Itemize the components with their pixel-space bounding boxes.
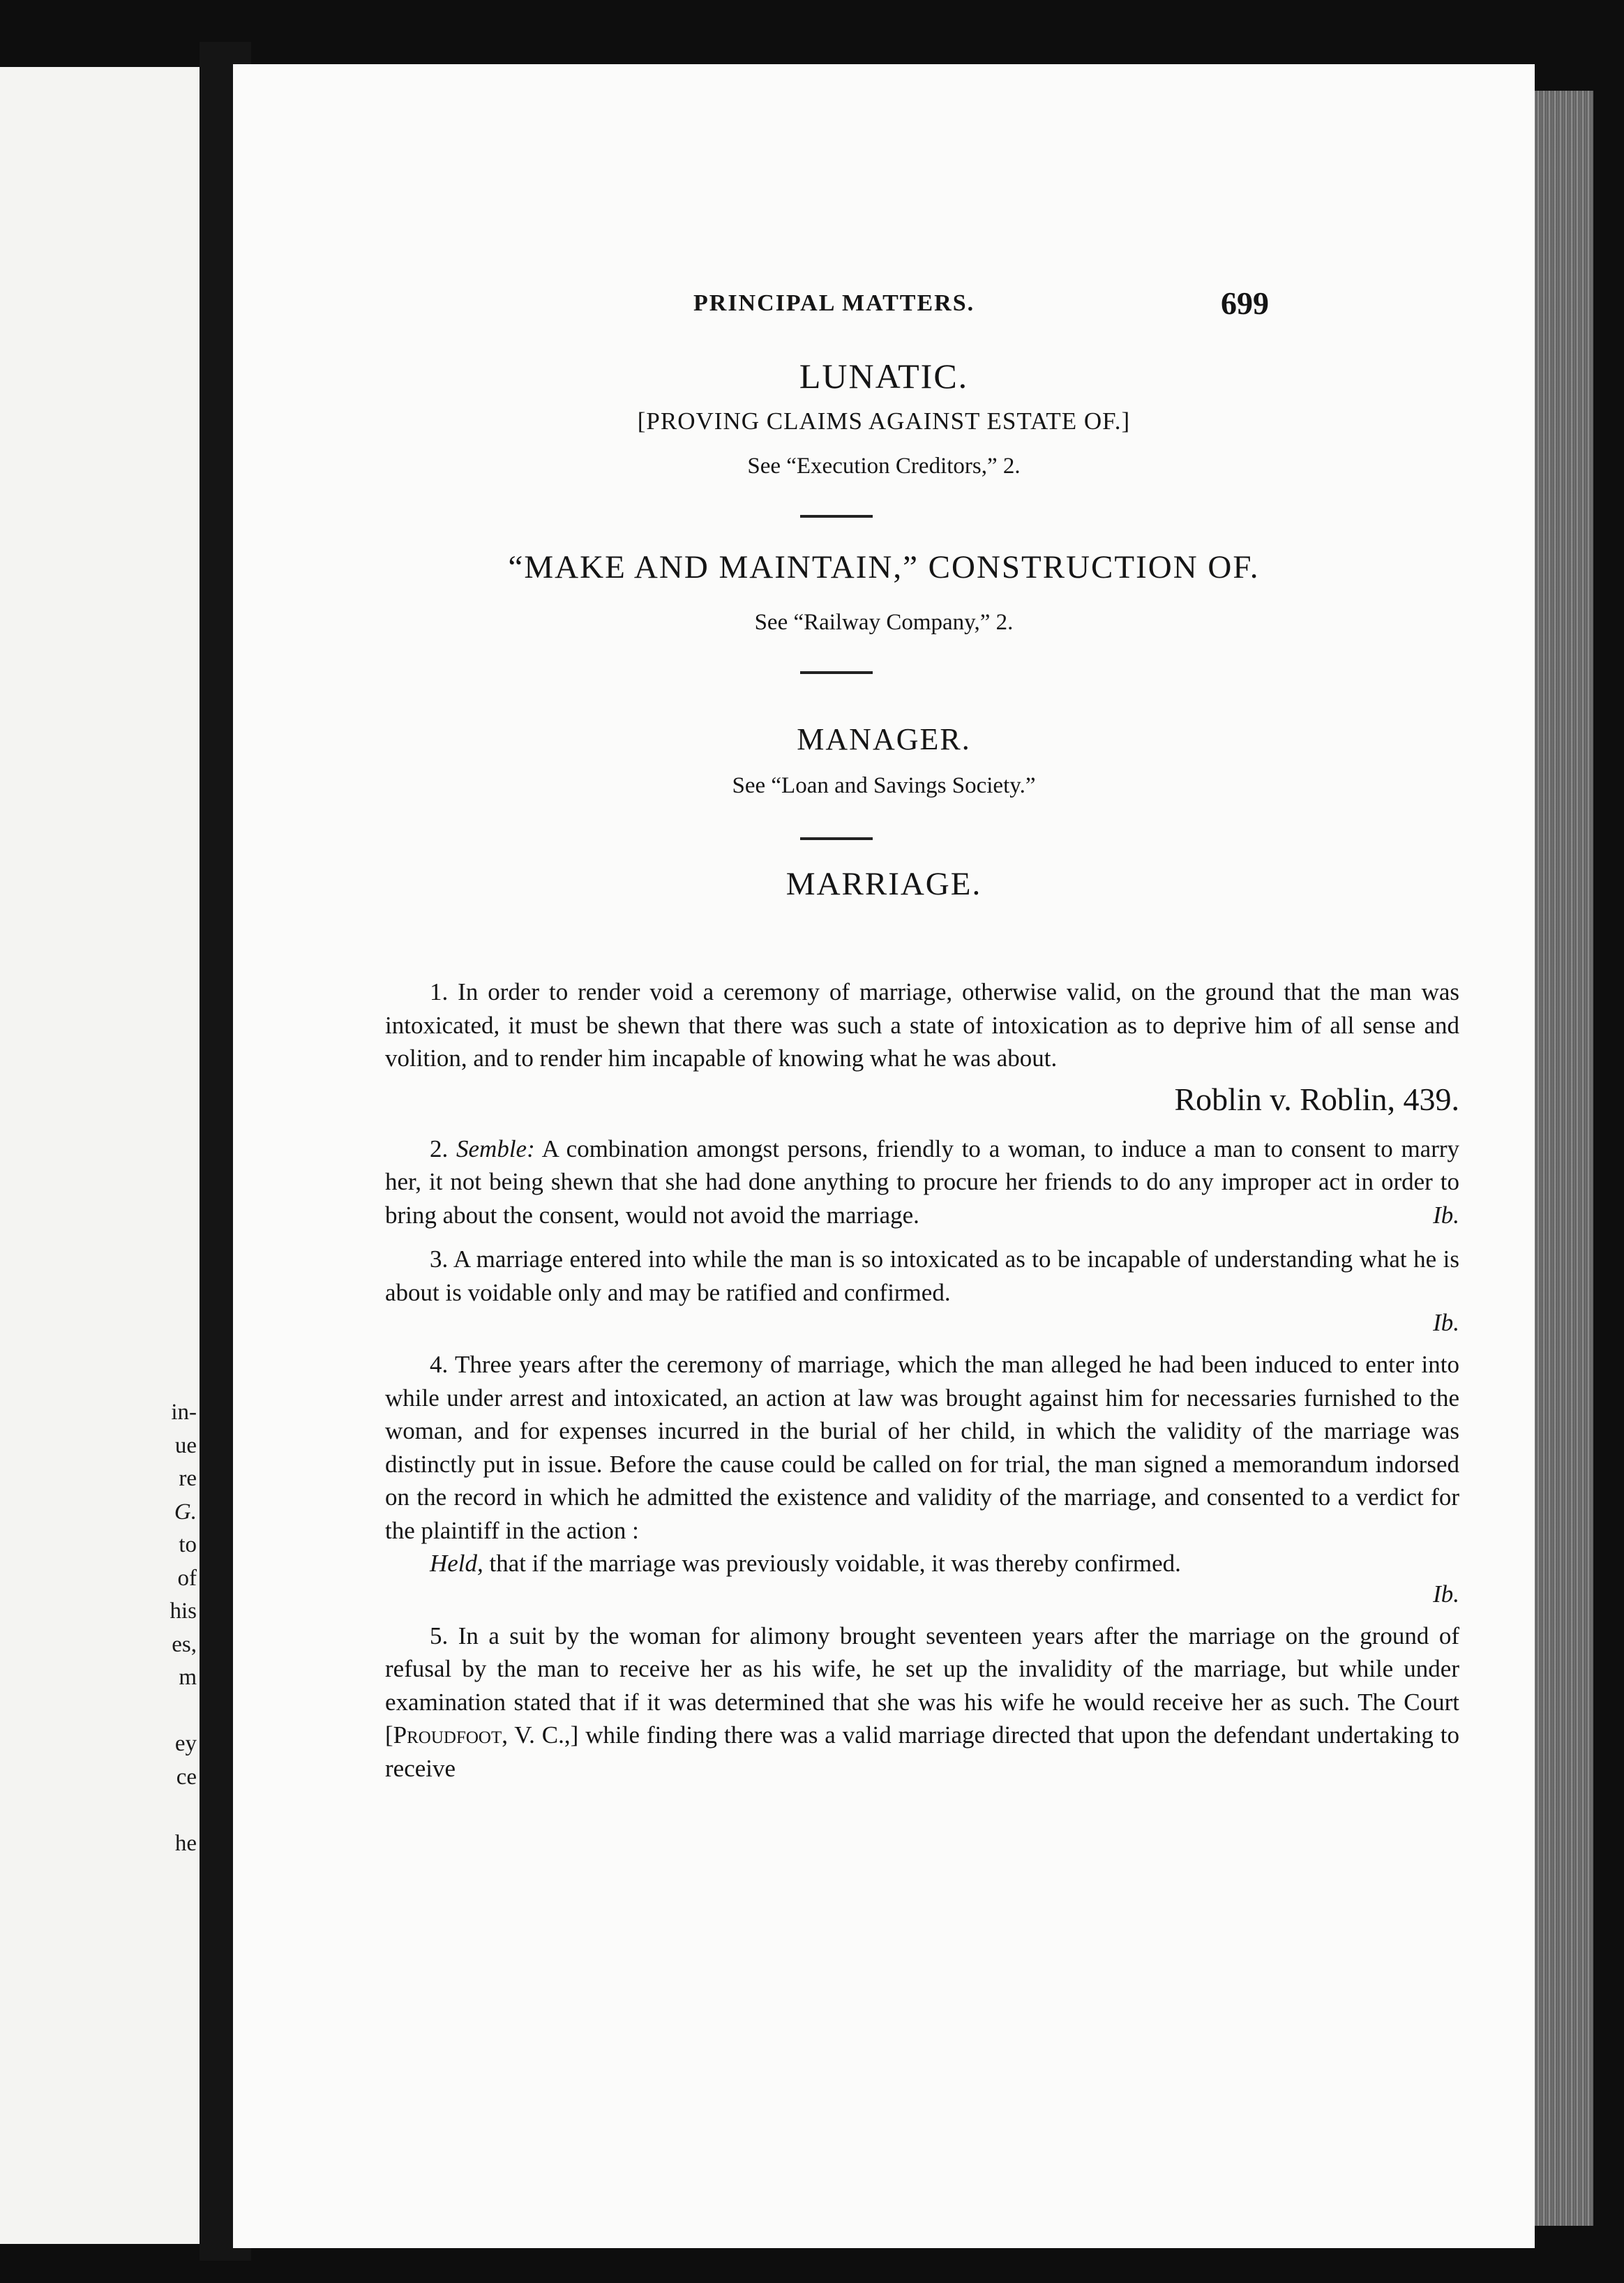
- cross-reference-lunatic: See “Execution Creditors,” 2.: [747, 454, 1021, 479]
- left-fragment: es,: [172, 1631, 197, 1657]
- left-fragment: [113, 1695, 197, 1728]
- left-fragment: in-: [171, 1400, 197, 1425]
- section-heading-manager: MANAGER.: [797, 722, 971, 756]
- section-divider: [800, 671, 873, 674]
- page-edges: [1529, 91, 1593, 2226]
- paragraph-number: 2.: [430, 1135, 457, 1162]
- section-heading-make-and-maintain: “MAKE AND MAINTAIN,” CONSTRUCTION OF.: [508, 549, 1260, 585]
- paragraph-2: [385, 1132, 1459, 1232]
- left-page-text-fragments: [113, 1396, 197, 1860]
- left-fragment: G.: [174, 1499, 197, 1525]
- page-number: 699: [1221, 285, 1269, 321]
- paragraph-5: [385, 1619, 1459, 1786]
- paragraph-3: 3. A marriage entered into while the man is so intoxicated as to be incapable of understanding what he is about is voidable only and may be ratified and confirmed.: [385, 1245, 1459, 1306]
- paragraph-4-held: [385, 1547, 1459, 1580]
- ibid-citation: Ib.: [1433, 1580, 1459, 1608]
- marriage-body: [385, 975, 1459, 1785]
- cross-reference-make-and-maintain: See “Railway Company,” 2.: [754, 610, 1014, 635]
- running-head: [233, 285, 1535, 332]
- section-subheading-lunatic: [PROVING CLAIMS AGAINST ESTATE OF.]: [637, 407, 1131, 435]
- held-word: Held,: [430, 1550, 483, 1577]
- left-fragment: m: [179, 1665, 197, 1690]
- left-fragment: re: [179, 1466, 197, 1491]
- case-citation: Roblin v. Roblin, 439.: [1174, 1081, 1459, 1117]
- cross-reference-manager: See “Loan and Savings Society.”: [732, 773, 1036, 798]
- left-facing-page: [0, 67, 200, 2244]
- semble-word: Semble:: [456, 1135, 535, 1162]
- left-fragment: his: [170, 1599, 197, 1624]
- section-heading-lunatic: LUNATIC.: [799, 357, 969, 396]
- left-fragment: ue: [174, 1432, 197, 1458]
- main-page: [233, 64, 1535, 2248]
- left-fragment: he: [174, 1830, 197, 1856]
- left-fragment: ey: [174, 1731, 197, 1756]
- judge-name: Proudfoot, V. C.,: [393, 1721, 571, 1749]
- running-title: PRINCIPAL MATTERS.: [693, 290, 975, 316]
- left-fragment: of: [177, 1565, 197, 1591]
- left-fragment: [113, 1794, 197, 1827]
- paragraph-2-text: A combination amongst persons, friendly to a woman, to induce a man to consent to marry her, it not being shewn that she had done anything to procure her friends to do any improper act in order to bring about the consent, would not avoid the marriage.: [385, 1135, 1460, 1229]
- ibid-citation: Ib.: [1433, 1201, 1459, 1229]
- paragraph-1: 1. In order to render void a ceremony of marriage, otherwise valid, on the ground that the man was intoxicated, it must be shewn that there was such a state of intoxication as to deprive him of all sense and volition, and to render him incapable of knowing what he was about.: [385, 978, 1459, 1072]
- section-divider: [800, 837, 873, 840]
- ibid-citation: Ib.: [1433, 1309, 1459, 1336]
- paragraph-4: 4. Three years after the ceremony of marriage, which the man alleged he had been induced to enter into while under arrest and intoxicated, an action at law was brought against him for necessaries furnished to the woman, and for expenses incurred in the burial of her child, in which the validity of the marriage was distinctly put in issue. Before the cause could be called on for trial, the man signed a memorandum indorsed on the record in which he admitted the existence and validity of the marriage, and consented to a verdict for the plaintiff in the action :: [385, 1351, 1459, 1544]
- paragraph-5-text-end: ] while finding there was a valid marriage directed that upon the defendant undertaking to receive: [385, 1721, 1460, 1782]
- section-heading-marriage: MARRIAGE.: [785, 866, 982, 902]
- left-fragment: to: [179, 1532, 197, 1557]
- left-fragment: ce: [176, 1764, 197, 1790]
- held-text: that if the marriage was previously voidable, it was thereby confirmed.: [483, 1550, 1181, 1577]
- section-divider: [800, 515, 873, 518]
- paragraph-5-text: 5. In a suit by the woman for alimony brought seventeen years after the marriage on the ground of refusal by the man to receive her as his wife, he set up the invalidity of the marriage, but while under examination stated that if it was determined that she was his wife he would receive her as such. The Court [: [385, 1622, 1459, 1749]
